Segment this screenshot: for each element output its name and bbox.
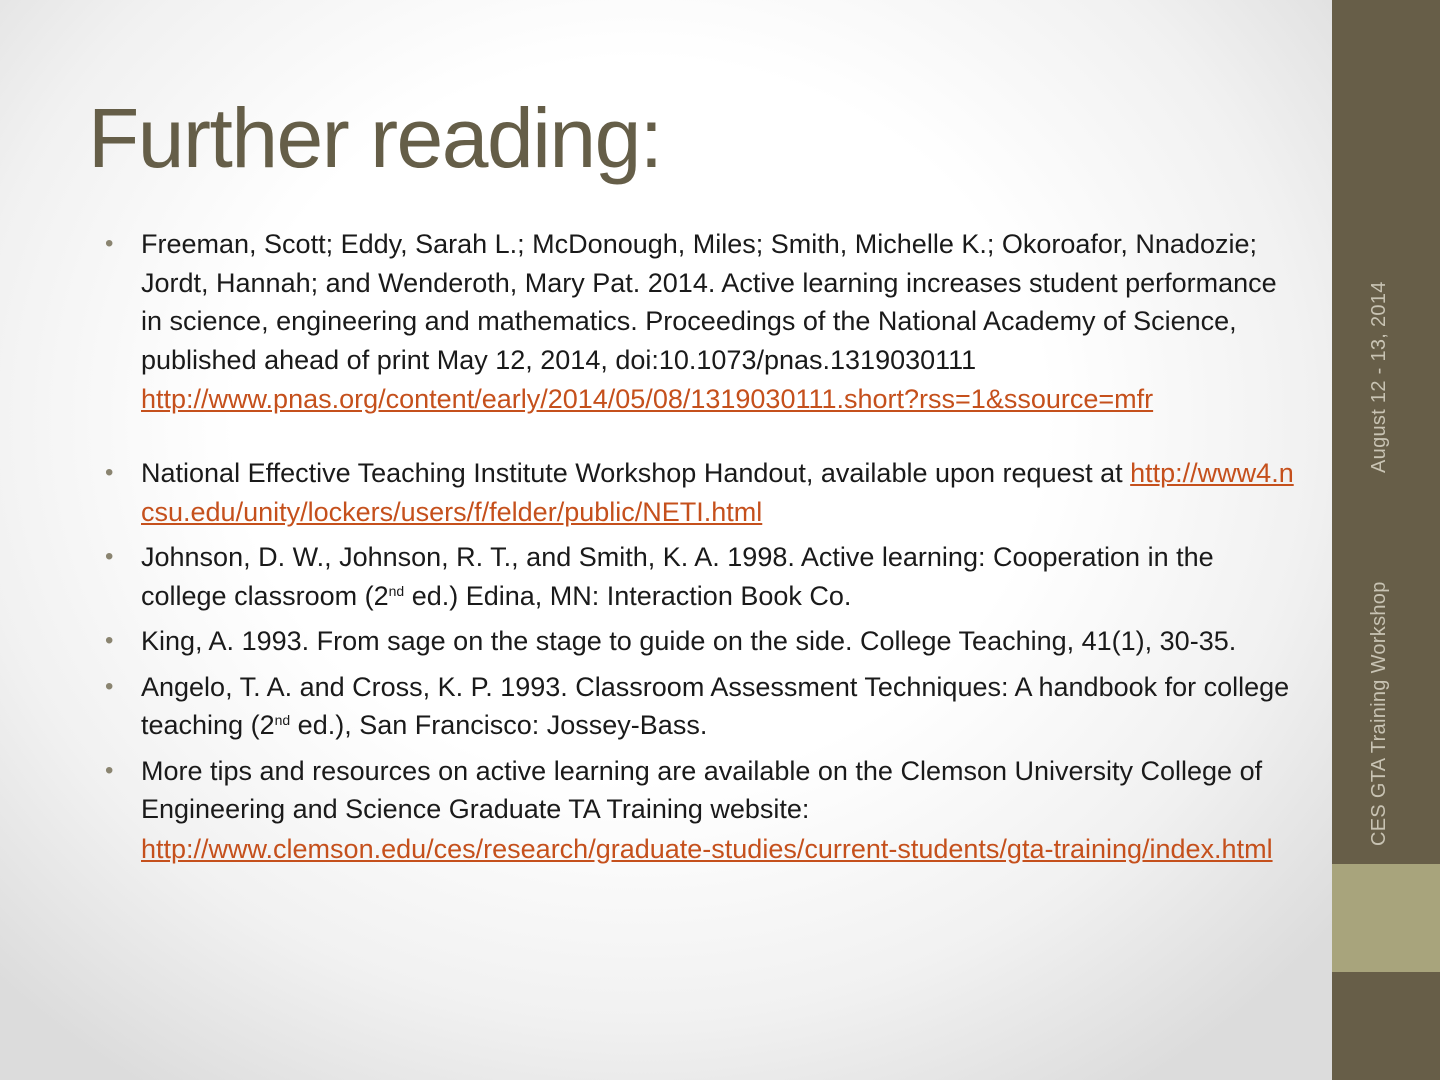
reference-text: Johnson, D. W., Johnson, R. T., and Smith, K. A. 1998. Active learning: Cooperation in the college classroom (2 bbox=[141, 542, 1214, 611]
list-item bbox=[105, 538, 1300, 615]
reference-text: Angelo, T. A. and Cross, K. P. 1993. Classroom Assessment Techniques: A handbook for college teaching (2 bbox=[141, 671, 1290, 740]
list-item bbox=[105, 622, 1300, 661]
list-item bbox=[105, 668, 1300, 745]
bullet-icon: • bbox=[105, 756, 114, 784]
bullet-icon: • bbox=[105, 627, 114, 654]
reference-text-end: ed.) Edina, MN: Interaction Book Co. bbox=[404, 580, 852, 611]
reference-text: Freeman, Scott; Eddy, Sarah L.; McDonough, Miles; Smith, Michelle K.; Okoroafor, Nnadozie; Jordt, Hannah; and Wenderoth, Mary Pat. 2014. Active learning increases student performance in science, engineering and mathematics. Proceedings of the National Academy of Science, published ahead of print May 12, 2014, doi:10.1073/pnas.1319030111 bbox=[141, 229, 1277, 375]
sidebar bbox=[1332, 0, 1440, 1080]
sidebar-workshop-name: CES GTA Training Workshop bbox=[1368, 581, 1390, 846]
reference-link[interactable]: http://www4.ncsu.edu/unity/lockers/users/f/felder/public/NETI.html bbox=[141, 458, 1294, 527]
reference-link[interactable]: http://www.pnas.org/content/early/2014/05/08/1319030111.short?rss=1&ssource=mfr bbox=[141, 384, 1154, 414]
sidebar-accent-block bbox=[1332, 864, 1440, 972]
reference-link[interactable]: http://www.clemson.edu/ces/research/graduate-studies/current-students/gta-training/index.html bbox=[141, 833, 1273, 864]
bullet-icon: • bbox=[105, 672, 114, 700]
list-item bbox=[105, 752, 1300, 869]
reference-text-end: ed.), San Francisco: Jossey-Bass. bbox=[290, 710, 708, 740]
bullet-icon: • bbox=[105, 459, 114, 486]
list-item bbox=[105, 225, 1300, 419]
bullet-icon: • bbox=[105, 230, 114, 257]
bullet-icon: • bbox=[105, 543, 114, 570]
reference-text: King, A. 1993. From sage on the stage to guide on the side. College Teaching, 41(1), 30-35. bbox=[141, 626, 1237, 656]
reference-text: More tips and resources on active learning are available on the Clemson University College of Engineering and Science Graduate TA Training website: bbox=[141, 755, 1263, 824]
sidebar-date: August 12 - 13, 2014 bbox=[1368, 281, 1390, 473]
superscript: nd bbox=[388, 582, 405, 599]
slide-title: Further reading: bbox=[88, 91, 662, 185]
reference-list bbox=[105, 225, 1300, 876]
superscript: nd bbox=[274, 712, 291, 728]
list-item bbox=[105, 454, 1300, 531]
reference-text: National Effective Teaching Institute Workshop Handout, available upon request at bbox=[141, 458, 1131, 488]
